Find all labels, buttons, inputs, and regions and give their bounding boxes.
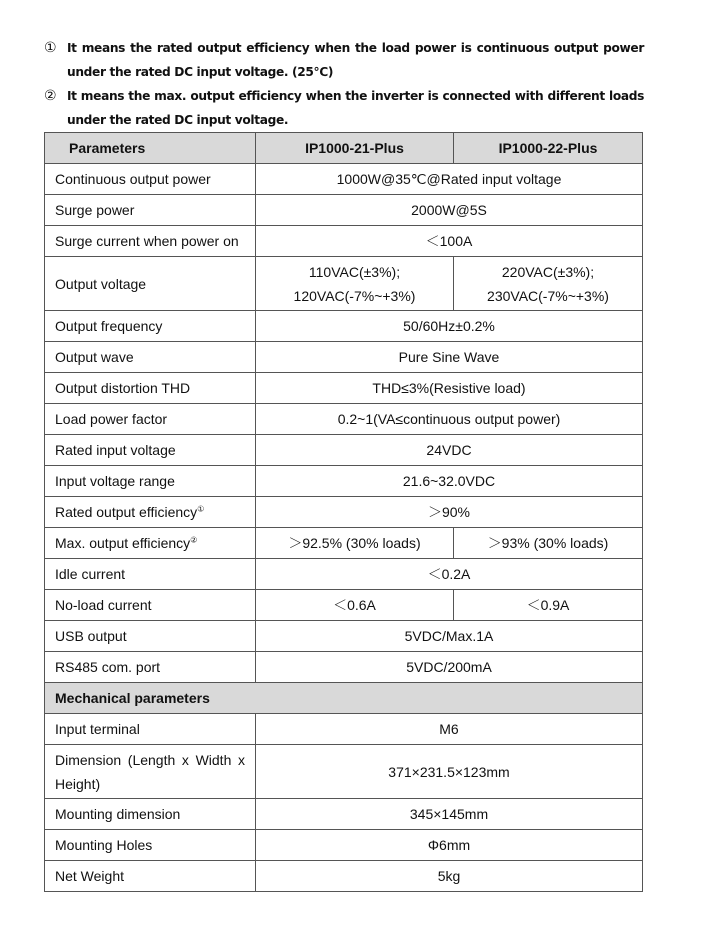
row-label: Mounting dimension (45, 799, 256, 830)
header-model-21: IP1000-21-Plus (256, 133, 454, 164)
row-label (45, 497, 256, 528)
row-label: Output distortion THD (45, 373, 256, 404)
row-label: Output wave (45, 342, 256, 373)
row-value: ＜100A (256, 226, 643, 257)
table-row (45, 714, 643, 745)
row-value-model-22: ＞93% (30% loads) (454, 528, 643, 559)
row-value-model-22 (454, 257, 643, 311)
footnote-marker: ① (44, 40, 57, 56)
value-line: 110VAC(±3%); (308, 263, 401, 280)
table-header-row (45, 133, 643, 164)
footnote-marker: ② (44, 88, 57, 104)
row-label: Continuous output power (45, 164, 256, 195)
row-label: USB output (45, 621, 256, 652)
row-value: Pure Sine Wave (256, 342, 643, 373)
footnote-1 (44, 36, 644, 84)
table-row (45, 652, 643, 683)
value-line: 120VAC(-7%~+3%) (293, 287, 416, 304)
row-value: ＞90% (256, 497, 643, 528)
row-value: THD≤3%(Resistive load) (256, 373, 643, 404)
footnote-text: It means the max. output efficiency when the inverter is connected with different loads under the rated DC input voltage. (67, 89, 644, 127)
row-value: 1000W@35℃@Rated input voltage (256, 164, 643, 195)
row-value: ＜0.2A (256, 559, 643, 590)
row-label: Idle current (45, 559, 256, 590)
row-value: 21.6~32.0VDC (256, 466, 643, 497)
row-value: 371×231.5×123mm (256, 745, 643, 799)
row-label: Mounting Holes (45, 830, 256, 861)
table-row (45, 311, 643, 342)
table-row (45, 745, 643, 799)
row-value: M6 (256, 714, 643, 745)
footnote-2 (44, 84, 644, 132)
row-value-model-22: ＜0.9A (454, 590, 643, 621)
row-label: Surge current when power on (45, 226, 256, 257)
footnote-text: It means the rated output efficiency when the load power is continuous output power under the rated DC input voltage. (25℃) (67, 41, 644, 79)
table-row (45, 830, 643, 861)
footnote-ref: ① (197, 504, 205, 514)
table-row (45, 528, 643, 559)
row-label (45, 528, 256, 559)
row-label: Rated input voltage (45, 435, 256, 466)
footnote-ref: ② (190, 535, 198, 545)
table-row (45, 373, 643, 404)
footnotes (44, 36, 644, 132)
row-value: Φ6mm (256, 830, 643, 861)
spec-table (44, 132, 643, 892)
label-text: Max. output efficiency (55, 535, 191, 551)
table-row (45, 342, 643, 373)
table-row (45, 590, 643, 621)
table-row (45, 257, 643, 311)
row-label: Surge power (45, 195, 256, 226)
row-value: 345×145mm (256, 799, 643, 830)
table-row (45, 164, 643, 195)
row-value-model-21: ＞92.5% (30% loads) (256, 528, 454, 559)
row-label: No-load current (45, 590, 256, 621)
header-parameters: Parameters (45, 133, 256, 164)
table-row (45, 435, 643, 466)
table-row (45, 466, 643, 497)
table-row (45, 404, 643, 435)
row-value: 5VDC/Max.1A (256, 621, 643, 652)
table-row (45, 799, 643, 830)
table-row (45, 195, 643, 226)
row-label: Net Weight (45, 861, 256, 892)
row-label: Input voltage range (45, 466, 256, 497)
row-label: RS485 com. port (45, 652, 256, 683)
row-label: Load power factor (45, 404, 256, 435)
row-label: Dimension (Length x Width x Height) (45, 745, 256, 799)
row-value: 50/60Hz±0.2% (256, 311, 643, 342)
label-text: Rated output efficiency (55, 504, 198, 520)
row-value: 2000W@5S (256, 195, 643, 226)
section-header-mechanical: Mechanical parameters (45, 683, 643, 714)
table-row (45, 226, 643, 257)
value-line: 230VAC(-7%~+3%) (487, 287, 609, 304)
row-label: Output voltage (45, 257, 256, 311)
row-value: 0.2~1(VA≤continuous output power) (256, 404, 643, 435)
row-value: 24VDC (256, 435, 643, 466)
row-label: Output frequency (45, 311, 256, 342)
row-value: 5kg (256, 861, 643, 892)
row-value: 5VDC/200mA (256, 652, 643, 683)
table-row (45, 559, 643, 590)
header-model-22: IP1000-22-Plus (454, 133, 643, 164)
table-row (45, 861, 643, 892)
table-row (45, 621, 643, 652)
section-header-row (45, 683, 643, 714)
table-row (45, 497, 643, 528)
row-label: Input terminal (45, 714, 256, 745)
value-line: 220VAC(±3%); (501, 263, 595, 280)
row-value-model-21: ＜0.6A (256, 590, 454, 621)
row-value-model-21 (256, 257, 454, 311)
